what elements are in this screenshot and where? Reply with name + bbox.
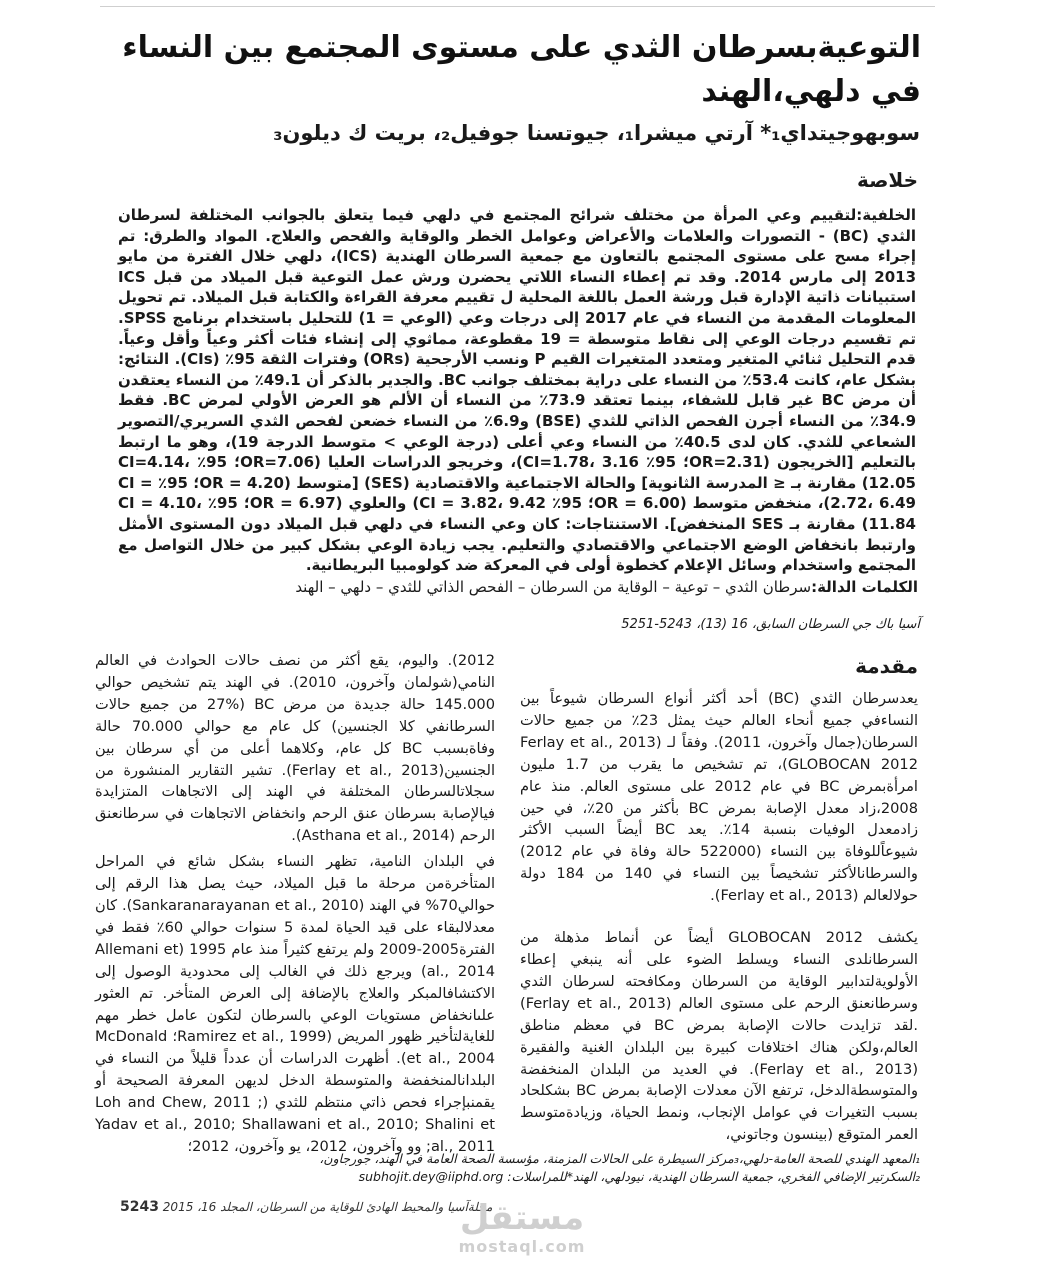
intro-paragraph-2: يكشف GLOBOCAN 2012 أيضاً عن أنماط مذهلة من السرطانلدى النساء ويسلط الضوء على أنه ينبغي إعطاء الأولويةلتدابير الوقاية من السرطان ومكافحته لسرطان الثدي وسرطانعنق الرحم على مستوى العالم (Ferlay et al., 2013) .لقد تزايدت حالات الإصابة بمرض BC في معظم مناطق العالم،ولكن هناك اختلافات كبيرة بين البلدان الغنية والفقيرة (Ferlay et al., 2013). في العديد من البلدان المنخفضة والمتوسطةالدخل، ترتفع الآن معدلات الإصابة بمرض BC بشكلحاد بسبب التغيرات في عوامل الإنجاب، ونمط الحياة، وزيادةمتوسط العمر المتوقع (بينسون وجاتوني،: [520, 929, 919, 1144]
top-rule: [100, 6, 935, 7]
introduction-heading: مقدمة: [855, 654, 918, 678]
keywords-list: سرطان الثدي – توعية – الوقاية من السرطان – الفحص الذاتي للثدي – دلهي – الهند: [295, 578, 812, 596]
affiliation-footnotes: [150, 1150, 920, 1186]
keywords-line: [110, 576, 918, 598]
page-number: 5243: [120, 1199, 159, 1215]
article-title: التوعيةبسرطان الثدي على مستوى المجتمع بين النساء في دلهي،الهند: [122, 30, 921, 109]
footnote-line-2: ₂السكرتير الإضافي الفخري، جمعية السرطان الهندية، نيودلهي، الهند*للمراسلات: subhojit.dey@iiphd.org: [358, 1169, 920, 1184]
journal-reference: آسيا باك جي السرطان السابق، 16 (13)، 5243-5251: [621, 617, 920, 632]
keywords-label: الكلمات الدالة:: [811, 578, 918, 596]
author-list: سوبهوجيتداي₁* آرتي ميشرا₁، جيوتسنا جوفيل₂، بريت ك ديلون₃: [273, 121, 920, 145]
journal-footer: مجلةآسيا والمحيط الهادئ للوقاية من السرطان، المجلد 16، 2015: [162, 1200, 493, 1214]
watermark-logo: مستقل: [459, 1198, 585, 1238]
page-footer: [110, 1198, 510, 1216]
left-column: [95, 650, 495, 1158]
abstract-heading: خلاصة: [856, 168, 918, 192]
intro-paragraph-3: 2012). واليوم، يقع أكثر من نصف حالات الحوادث في العالم النامي(شولمان وآخرون، 2010). في الهند يتم تشخيص حوالي 145.000 حالة جديدة من مرض BC (27% من جميع حالات السرطانفي كلا الجنسين) كل عام مع حوالي 70.000 حالة وفاةبسبب BC كل عام، وكلاهما أعلى من أي سرطان بين الجنسين(Ferlay et al., 2013). تشير التقارير المنشورة من سجلاتالسرطان المختلفة في الهند إلى الاتجاهات المتزايدة فيالإصابة بسرطان عنق الرحم وانخفاض الاتجاهات في سرطانعنق الرحم (Asthana et al., 2014).: [95, 652, 496, 845]
abstract-text: الخلفية:لتقييم وعي المرأة من مختلف شرائح المجتمع في دلهي فيما يتعلق بالجوانب المختلفة لسرطان الثدي (BC) - التصورات والعلامات والأعراض وعوامل الخطر والوقاية والفحص والعلاج. المواد والطرق: تم إجراء مسح على مستوى المجتمع بالتعاون مع جمعية السرطان الهندية (ICS)، دلهي خلال الفترة من مايو 2013 إلى مارس 2014. وقد تم إعطاء النساء اللاتي يحضرن ورش عمل التوعية قبل الميلاد من قبل ICS استبيانات ذاتية الإدارة قبل ورشة العمل باللغة المحلية ل تقييم معرفة القراءة والكتابة قبل الميلاد. تم تحويل المعلومات المقدمة من النساء في عام 2017 إلى درجات وعي (الوعي = 1) للتحليل باستخدام برنامج SPSS. تم تقسيم درجات الوعي إلى نقاط متوسطة = 19 مقطوعة، مماثوي إلى إنشاء فئات أكثر وعياً وأقل وعياً. قدم التحليل ثنائي المتغير ومتعدد المتغيرات القيم P ونسب الأرجحية (ORs) وفترات الثقة 95٪ (CIs). النتائج: بشكل عام، كانت 53.4٪ من النساء على دراية بمختلف جوانب BC. والجدير بالذكر أن 49.1٪ من النساء يعتقدن أن مرض BC غير قابل للشفاء، بينما تعتقد 73.9٪ من النساء أن الألم هو العرض الأولي لمرض BC. فقط 34.9٪ من النساء أجرن الفحص الذاتي للثدي (BSE) و6.9٪ من النساء خضعن لفحص الثدي السريري/التصوير الشعاعي للثدي. كان لدى 40.5٪ من النساء وعي أعلى (درجة الوعي > متوسط الدرجة 19)، وهو ما ارتبط بالتعليم [الخريجون (OR=2.31؛ 95٪ CI=1.78، 3.16)، وخريجو الدراسات العليا (OR=7.06؛ 95٪ CI=4.14، 12.05) مقارنة بـ ≤ المدرسة الثانوية] والحالة الاجتماعية والاقتصادية (SES) [متوسط (OR = 4.20؛ 95٪ CI = 2.72، 6.49)، منخفض متوسط (OR = 6.00؛ 95٪ CI = 3.82، 9.42) والعلوي (OR = 6.97؛ 95٪ CI = 4.10، 11.84) مقارنة بـ SES المنخفض]. الاستنتاجات: كان وعي النساء في دلهي قبل الميلاد دون المستوى الأمثل وارتبط بانخفاض الوضع الاجتماعي والاقتصادي والتعليم. يجب زيادة الوعي بشكل كبير من خلال التواصل مع المجتمع واستخدام وسائل الإعلام كخطوة أولى في المعركة ضد كولومبيا البريطانية.: [118, 206, 917, 575]
watermark-url: mostaql.com: [458, 1237, 586, 1256]
intro-paragraph-1: يعدسرطان الثدي (BC) أحد أكثر أنواع السرطان شيوعاً بين النساءفي جميع أنحاء العالم حيث يمثل 23٪ من جميع حالات السرطان(جمال وآخرون، 2011). وفقاً لـ (Ferlay et al., 2013 GLOBOCAN 2012)، تم تشخيص ما يقرب من 1.7 مليون امرأةبمرض BC في عام 2012 على مستوى العالم. منذ عام 2008،زاد معدل الإصابة بمرض BC بأكثر من 20٪، في حين زادمعدل الوفيات بنسبة 14٪. يعد BC أيضاً السبب الأكثر شيوعاًللوفاة بين النساء (522000 حالة وفاة في عام 2012) والسرطانالأكثر تشخيصاً بين النساء في 140 من 184 دولة حولالعالم (Ferlay et al., 2013).: [520, 690, 919, 905]
intro-paragraph-4: في البلدان النامية، تظهر النساء بشكل شائع في المراحل المتأخرةمن مرحلة ما قبل الميلاد، حيث يصل هذا الرقم إلى حوالي70% في الهند (Sankaranarayanan et al., 2010). كان معدلالبقاء على قيد الحياة لمدة 5 سنوات حوالي 60٪ فقط في الفترة2005-2009 ولم يرتفع كثيراً منذ عام 1995 (Allemani et al., 2014) ويرجع ذلك في الغالب إلى محدودية الوصول إلى الاكتشافالمبكر والعلاج بالإضافة إلى العرض المتأخر. تم العثور علىانخفاض مستويات الوعي بالسرطان لتكون عامل خطر مهم للغايةلتأخير ظهور المريض (Ramirez et al., 1999؛ McDonald et al., 2004). أظهرت الدراسات أن عدداً قليلاً من النساء في البلدانالمنخفضة والمتوسطة الدخل لديهن المعرفة الصحيحة أو يقمنبإجراء فحص ذاتي منتظم للثدي (Loh and Chew, 2011 ; Yadav et al., 2010; Shallawani et al., 2010; Shalini et al., 2011; وو وآخرون، 2012، يو وآخرون، 2012؛: [95, 853, 496, 1155]
right-column: [520, 688, 918, 1146]
watermark: [452, 1198, 592, 1268]
footnote-line-1: ₁المعهد الهندي للصحة العامة-دلهي،₃مركز السيطرة على الحالات المزمنة، مؤسسة الصحة العامة في الهند، جورجاون،: [319, 1151, 920, 1166]
